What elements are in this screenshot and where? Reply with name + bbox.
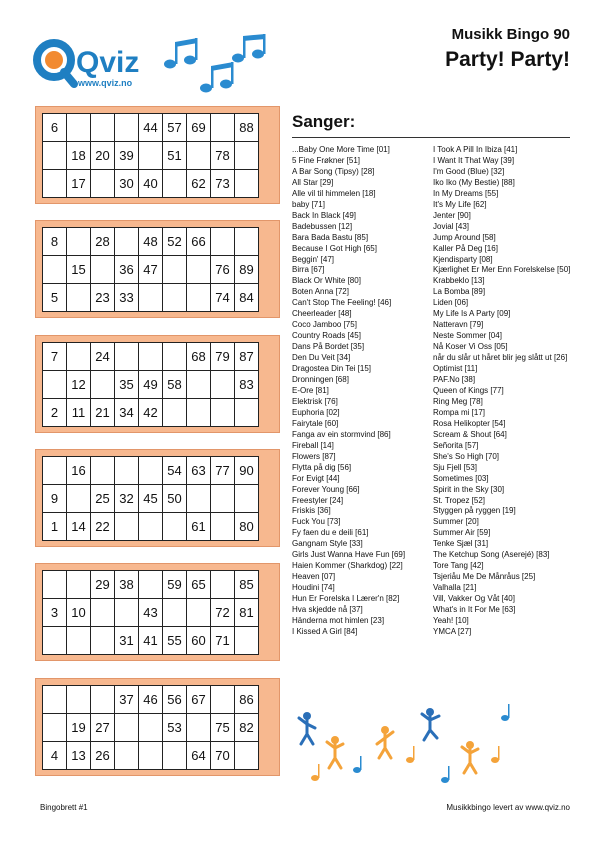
bingo-cell: 52 (163, 228, 187, 256)
song-item: Händerna mot himlen [23] (292, 615, 385, 625)
bingo-cell (91, 371, 115, 399)
bingo-cell (211, 114, 235, 142)
bingo-cell (67, 228, 91, 256)
logo-url: www.qviz.no (78, 78, 133, 88)
bingo-cell: 56 (163, 686, 187, 714)
song-item: Black Or White [80] (292, 276, 361, 286)
qviz-logo (30, 28, 160, 108)
song-item: I'm Good (Blue) [32] (433, 166, 505, 176)
bingo-cell (67, 627, 91, 655)
bingo-row (43, 457, 259, 485)
song-item: Dragostea Din Tei [15] (292, 364, 372, 374)
song-item: Summer Air [59] (433, 528, 491, 538)
song-item: Country Roads [45] (292, 331, 361, 341)
bingo-cell: 20 (91, 142, 115, 170)
bingo-board (35, 220, 280, 318)
bingo-row (43, 343, 259, 371)
bingo-cell (163, 513, 187, 541)
song-item: Sju Fjell [53] (433, 462, 478, 472)
dancing-people-illustration (295, 700, 530, 795)
bingo-cell (187, 399, 211, 427)
bingo-grid (42, 227, 259, 312)
song-item: Jenter [90] (433, 210, 471, 220)
song-item: Jump Around [58] (433, 232, 496, 242)
song-item: Yeah! [10] (433, 615, 469, 625)
song-item: Hva skjedde nå [37] (292, 605, 363, 615)
bingo-cell (187, 714, 211, 742)
bingo-cell: 14 (67, 513, 91, 541)
bingo-cell (235, 142, 259, 170)
bingo-cell: 19 (67, 714, 91, 742)
song-item: Haien Kommer (Sharkdog) [22] (292, 561, 403, 571)
song-item: Natteravn [79] (433, 320, 484, 330)
bingo-cell: 9 (43, 485, 67, 513)
bingo-cell: 63 (187, 457, 211, 485)
bingo-cell: 66 (187, 228, 211, 256)
song-item: Tsjeriåu Me De Månråus [25] (433, 572, 536, 582)
song-item: Spirit in the Sky [30] (433, 484, 505, 494)
bingo-grid (42, 342, 259, 427)
bingo-grid (42, 113, 259, 198)
song-item: I Kissed A Girl [84] (292, 626, 358, 636)
bingo-cell: 41 (139, 627, 163, 655)
bingo-cell: 67 (187, 686, 211, 714)
bingo-board (35, 678, 280, 776)
bingo-cell: 23 (91, 284, 115, 312)
page-subtitle: Party! Party! (445, 48, 570, 71)
bingo-cell (211, 399, 235, 427)
board-number: Bingobrett #1 (40, 803, 88, 812)
songs-heading: Sanger: (292, 112, 570, 138)
song-item: når du slår ut håret blir jeg slått ut [26] (433, 353, 568, 363)
bingo-cell: 47 (139, 256, 163, 284)
bingo-cell (139, 457, 163, 485)
bingo-cell (43, 457, 67, 485)
song-item: She's So High [70] (433, 451, 500, 461)
bingo-cell (115, 114, 139, 142)
song-item: I Want It That Way [39] (433, 155, 515, 165)
page-title: Musikk Bingo 90 (451, 26, 570, 43)
bingo-cell (43, 627, 67, 655)
bingo-row (43, 170, 259, 198)
bingo-cell: 61 (187, 513, 211, 541)
bingo-cell: 79 (211, 343, 235, 371)
song-item: In My Dreams [55] (433, 188, 499, 198)
song-item: Rosa Helikopter [54] (433, 418, 506, 428)
bingo-cell: 54 (163, 457, 187, 485)
bingo-cell: 3 (43, 599, 67, 627)
song-item: Girls Just Wanna Have Fun [69] (292, 550, 406, 560)
bingo-cell: 45 (139, 485, 163, 513)
bingo-cell: 50 (163, 485, 187, 513)
bingo-cell (43, 686, 67, 714)
bingo-cell: 90 (235, 457, 259, 485)
bingo-cell: 10 (67, 599, 91, 627)
bingo-cell (115, 513, 139, 541)
bingo-cell: 76 (211, 256, 235, 284)
bingo-cell: 26 (91, 742, 115, 770)
song-item: My Life Is A Party [09] (433, 309, 511, 319)
song-item: ...Baby One More Time [01] (292, 145, 390, 154)
song-item: Dronningen [68] (292, 375, 349, 385)
bingo-cell: 87 (235, 343, 259, 371)
bingo-cell: 4 (43, 742, 67, 770)
bingo-cell: 89 (235, 256, 259, 284)
bingo-cell (91, 686, 115, 714)
bingo-cell: 40 (139, 170, 163, 198)
bingo-cell (187, 284, 211, 312)
song-item: What's in It For Me [63] (433, 605, 516, 615)
bingo-cell: 85 (235, 571, 259, 599)
bingo-cell: 48 (139, 228, 163, 256)
bingo-row (43, 627, 259, 655)
bingo-row (43, 485, 259, 513)
song-item: Euphoria [02] (292, 407, 340, 417)
song-item: Summer [20] (433, 517, 479, 527)
song-item: Flowers [87] (292, 451, 336, 461)
bingo-cell: 49 (139, 371, 163, 399)
bingo-cell: 29 (91, 571, 115, 599)
song-item: Neste Sommer [04] (433, 331, 502, 341)
bingo-cell: 42 (139, 399, 163, 427)
bingo-cell: 21 (91, 399, 115, 427)
bingo-cell (187, 485, 211, 513)
song-item: Queen of Kings [77] (433, 385, 504, 395)
song-item: Badebussen [12] (292, 221, 353, 231)
bingo-cell: 43 (139, 599, 163, 627)
song-item: Fuck You [73] (292, 517, 341, 527)
song-item: A Bar Song (Tipsy) [28] (292, 166, 375, 176)
song-item: Flytta på dig [56] (292, 462, 352, 472)
bingo-cell (91, 627, 115, 655)
bingo-cell: 25 (91, 485, 115, 513)
bingo-cell (139, 571, 163, 599)
song-item: Fairytale [60] (292, 418, 339, 428)
bingo-cell (163, 343, 187, 371)
bingo-cell (91, 114, 115, 142)
logo-text: Qviz (76, 46, 140, 79)
bingo-cell (235, 485, 259, 513)
bingo-cell (163, 599, 187, 627)
song-item: All Star [29] (292, 177, 334, 187)
bingo-cell (235, 399, 259, 427)
bingo-cell: 31 (115, 627, 139, 655)
bingo-cell: 2 (43, 399, 67, 427)
bingo-cell: 64 (187, 742, 211, 770)
bingo-cell: 1 (43, 513, 67, 541)
bingo-cell (115, 714, 139, 742)
song-item: Friskis [36] (292, 506, 331, 516)
song-item: Hun Er Forelska I Lærer'n [82] (292, 594, 400, 604)
song-item: I Took A Pill In Ibiza [41] (433, 145, 518, 154)
bingo-cell: 8 (43, 228, 67, 256)
bingo-cell: 30 (115, 170, 139, 198)
song-item: Fireball [14] (292, 440, 334, 450)
song-item: E-Ore [81] (292, 385, 329, 395)
bingo-cell (211, 513, 235, 541)
bingo-cell (235, 228, 259, 256)
bingo-row (43, 599, 259, 627)
bingo-cell (187, 142, 211, 170)
bingo-cell: 83 (235, 371, 259, 399)
bingo-cell (139, 513, 163, 541)
song-item: Birra [67] (292, 265, 325, 275)
bingo-cell (91, 457, 115, 485)
bingo-grid (42, 456, 259, 541)
song-item: baby [71] (292, 199, 325, 209)
song-item: Krabbeklo [13] (433, 276, 485, 286)
song-item: Den Du Veit [34] (292, 353, 351, 363)
song-item: Valhalla [21] (433, 583, 477, 593)
bingo-cell: 81 (235, 599, 259, 627)
bingo-cell (187, 256, 211, 284)
song-item: Señorita [57] (433, 440, 479, 450)
song-item: The Ketchup Song (Aserejé) [83] (433, 550, 550, 560)
bingo-cell (211, 485, 235, 513)
song-item: Rompa mi [17] (433, 407, 486, 417)
bingo-row (43, 256, 259, 284)
bingo-cell (43, 142, 67, 170)
song-item: Styggen på ryggen [19] (433, 506, 516, 516)
bingo-cell: 58 (163, 371, 187, 399)
bingo-board (35, 449, 280, 547)
bingo-cell (43, 714, 67, 742)
bingo-cell: 34 (115, 399, 139, 427)
bingo-cell: 84 (235, 284, 259, 312)
bingo-board (35, 106, 280, 204)
bingo-cell: 65 (187, 571, 211, 599)
bingo-cell (67, 343, 91, 371)
song-item: Vill, Vakker Og Våt [40] (433, 594, 515, 604)
bingo-cell: 33 (115, 284, 139, 312)
bingo-cell: 77 (211, 457, 235, 485)
bingo-cell: 75 (211, 714, 235, 742)
bingo-cell (163, 399, 187, 427)
bingo-cell: 80 (235, 513, 259, 541)
bingo-cell: 32 (115, 485, 139, 513)
bingo-cell (115, 742, 139, 770)
bingo-cell: 74 (211, 284, 235, 312)
bingo-cell (43, 571, 67, 599)
song-item: Fy faen du e deili [61] (292, 528, 369, 538)
bingo-row (43, 142, 259, 170)
bingo-cell: 44 (139, 114, 163, 142)
bingo-cell (139, 142, 163, 170)
song-item: Scream & Shout [64] (433, 429, 507, 439)
song-item: Because I Got High [65] (292, 243, 377, 253)
bingo-cell: 28 (91, 228, 115, 256)
bingo-cell (67, 485, 91, 513)
bingo-cell (67, 686, 91, 714)
bingo-cell: 62 (187, 170, 211, 198)
bingo-cell: 11 (67, 399, 91, 427)
title-block (445, 26, 570, 72)
bingo-cell: 27 (91, 714, 115, 742)
song-item: Tore Tang [42] (433, 561, 484, 571)
bingo-cell: 36 (115, 256, 139, 284)
song-item: Can't Stop The Feeling! [46] (292, 298, 392, 308)
bingo-cell (163, 742, 187, 770)
bingo-row (43, 228, 259, 256)
bingo-cell: 13 (67, 742, 91, 770)
bingo-cell: 7 (43, 343, 67, 371)
bingo-row (43, 571, 259, 599)
bingo-grid (42, 685, 259, 770)
song-item: It's My Life [62] (433, 199, 487, 209)
bingo-row (43, 686, 259, 714)
bingo-cell (67, 284, 91, 312)
bingo-cell (115, 228, 139, 256)
bingo-cell (91, 599, 115, 627)
song-item: PAF.No [38] (433, 375, 476, 385)
bingo-cell: 39 (115, 142, 139, 170)
song-item: Dans På Bordet [35] (292, 342, 365, 352)
song-item: Boten Anna [72] (292, 287, 349, 297)
song-item: Freestyler [24] (292, 495, 344, 505)
bingo-cell: 73 (211, 170, 235, 198)
song-item: Forever Young [66] (292, 484, 360, 494)
bingo-cell: 17 (67, 170, 91, 198)
bingo-cell (43, 170, 67, 198)
bingo-cell (211, 371, 235, 399)
bingo-cell: 12 (67, 371, 91, 399)
bingo-cell (115, 599, 139, 627)
song-item: Beggin' [47] (292, 254, 335, 264)
bingo-cell (67, 114, 91, 142)
bingo-cell: 22 (91, 513, 115, 541)
bingo-row (43, 371, 259, 399)
song-item: Kjendisparty [08] (433, 254, 493, 264)
bingo-cell: 78 (211, 142, 235, 170)
bingo-cell (43, 371, 67, 399)
bingo-row (43, 284, 259, 312)
bingo-cell: 15 (67, 256, 91, 284)
bingo-cell: 18 (67, 142, 91, 170)
song-item: YMCA [27] (433, 626, 472, 636)
bingo-row (43, 399, 259, 427)
bingo-cell (139, 714, 163, 742)
bingo-cell (235, 170, 259, 198)
bingo-row (43, 114, 259, 142)
song-item: Elektrisk [76] (292, 396, 338, 406)
bingo-cell: 59 (163, 571, 187, 599)
song-item: Sometimes [03] (433, 473, 489, 483)
bingo-cell: 86 (235, 686, 259, 714)
bingo-cell (211, 228, 235, 256)
bingo-grid (42, 570, 259, 655)
song-item: Fanga av ein stormvind [86] (292, 429, 391, 439)
song-item: Tenke Sjæl [31] (433, 539, 489, 549)
song-item: Kaller På Deg [16] (433, 243, 498, 253)
song-item: Coco Jamboo [75] (292, 320, 357, 330)
song-item: Houdini [74] (292, 583, 335, 593)
footer-credit: Musikkbingo levert av www.qviz.no (446, 803, 570, 812)
song-item: 5 Fine Frøkner [51] (292, 155, 361, 165)
bingo-cell: 72 (211, 599, 235, 627)
bingo-cell: 46 (139, 686, 163, 714)
song-item: Jovial [43] (433, 221, 470, 231)
song-item: Ring Meg [78] (433, 396, 483, 406)
song-item: Back In Black [49] (292, 210, 357, 220)
bingo-cell (43, 256, 67, 284)
bingo-cell: 57 (163, 114, 187, 142)
song-item: Heaven [07] (292, 572, 336, 582)
bingo-cell: 70 (211, 742, 235, 770)
bingo-cell (235, 742, 259, 770)
song-list-right (433, 145, 573, 638)
bingo-board (35, 563, 280, 661)
bingo-cell (211, 686, 235, 714)
bingo-cell (115, 457, 139, 485)
bingo-cell: 71 (211, 627, 235, 655)
bingo-cell (139, 343, 163, 371)
song-item: Nå Koser Vi Oss [05] (433, 342, 508, 352)
song-item: For Evigt [44] (292, 473, 340, 483)
bingo-cell (139, 284, 163, 312)
song-item: Gangnam Style [33] (292, 539, 363, 549)
bingo-cell: 6 (43, 114, 67, 142)
bingo-cell: 35 (115, 371, 139, 399)
bingo-cell (91, 256, 115, 284)
bingo-row (43, 714, 259, 742)
bingo-cell: 88 (235, 114, 259, 142)
bingo-cell (187, 371, 211, 399)
song-item: Alle vil til himmelen [18] (292, 188, 376, 198)
bingo-cell (187, 599, 211, 627)
bingo-cell (211, 571, 235, 599)
bingo-cell (115, 343, 139, 371)
song-list-left (292, 145, 427, 638)
bingo-board (35, 335, 280, 433)
bingo-cell: 53 (163, 714, 187, 742)
bingo-cell: 38 (115, 571, 139, 599)
bingo-cell: 69 (187, 114, 211, 142)
song-item: Cheerleader [48] (292, 309, 352, 319)
bingo-cell (91, 170, 115, 198)
song-item: Liden [06] (433, 298, 469, 308)
bingo-cell: 68 (187, 343, 211, 371)
bingo-cell (163, 256, 187, 284)
bingo-cell (163, 284, 187, 312)
music-notes-icon (160, 34, 270, 96)
bingo-cell: 60 (187, 627, 211, 655)
song-item: St. Tropez [52] (433, 495, 486, 505)
bingo-cell: 55 (163, 627, 187, 655)
song-item: La Bomba [89] (433, 287, 486, 297)
bingo-cell: 16 (67, 457, 91, 485)
bingo-cell (139, 742, 163, 770)
bingo-cell (67, 571, 91, 599)
song-item: Iko Iko (My Bestie) [88] (433, 177, 515, 187)
bingo-cell: 24 (91, 343, 115, 371)
song-item: Optimist [11] (433, 364, 478, 374)
bingo-cell: 82 (235, 714, 259, 742)
bingo-cell: 37 (115, 686, 139, 714)
bingo-cell (163, 170, 187, 198)
song-item: Kjærlighet Er Mer Enn Forelskelse [50] (433, 265, 571, 275)
song-item: Bara Bada Bastu [85] (292, 232, 369, 242)
bingo-row (43, 513, 259, 541)
bingo-cell: 51 (163, 142, 187, 170)
bingo-cell (235, 627, 259, 655)
bingo-row (43, 742, 259, 770)
bingo-cell: 5 (43, 284, 67, 312)
